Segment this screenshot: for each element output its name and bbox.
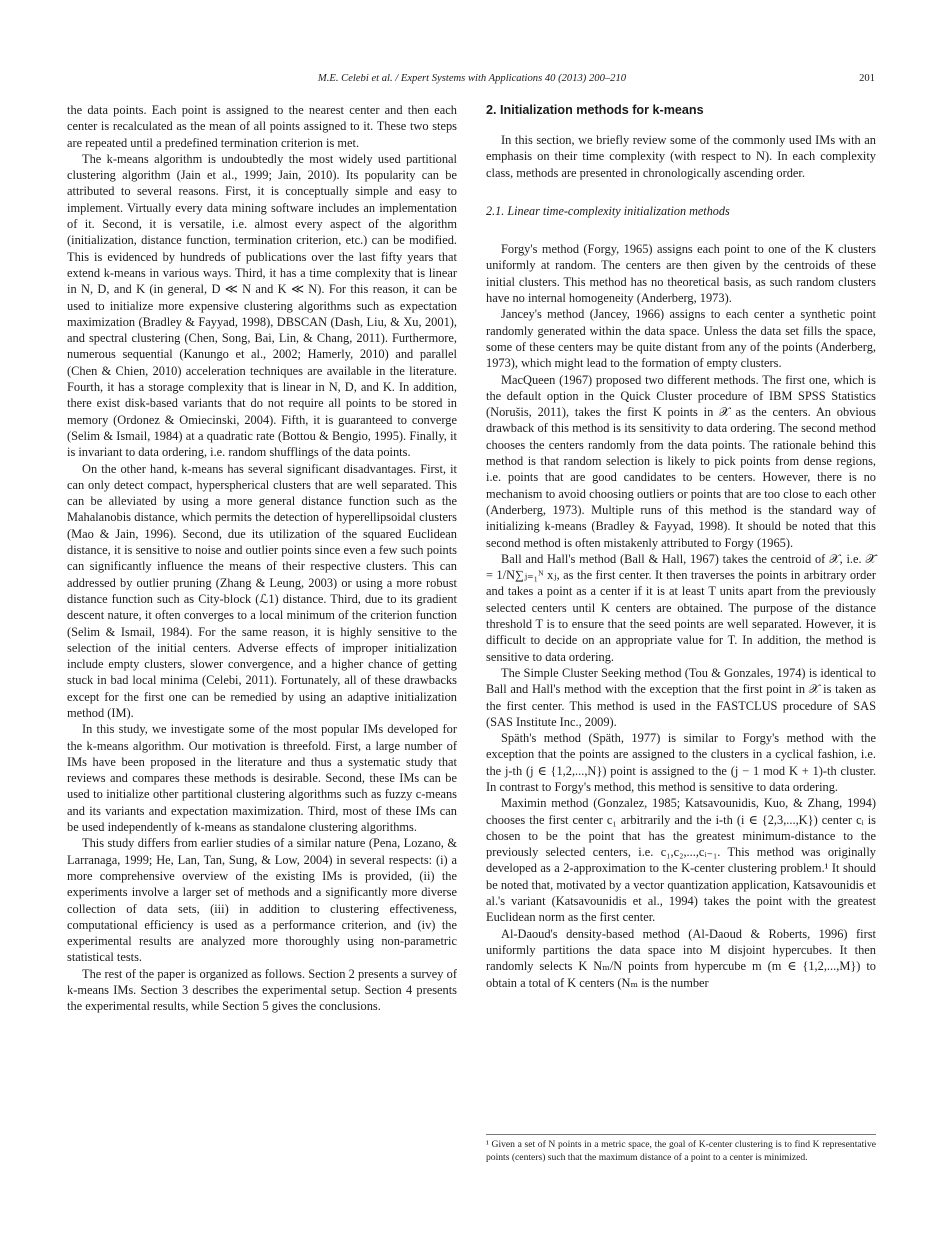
paragraph: MacQueen (1967) proposed two different methods. The first one, which is the default option in the Quick Cluster procedure of IBM SPSS Statistics (Norušis, 2011), takes the first K points in 𝒳 as the centers. An obvious drawback of this method is its sensitivity to data ordering. The second method chooses the centers randomly from the data points. The rationale behind this method is that random selection is likely to pick points from dense regions, i.e. points that are good candidates to be centers. However, there is no mechanism to avoid choosing outliers or points that are too close to each other (Anderberg, 1973). Multiple runs of this method is the standard way of initializing k-means (Bradley & Fayyad, 1998). It should be noted that this second method is often mistakenly attributed to Forgy (1965). — [486, 372, 876, 550]
footnote: ¹ Given a set of N points in a metric space, the goal of K-center clustering is to find K representative points (centers) such that the maximum distance of a point to a center is minimized. — [486, 1134, 876, 1164]
section-title: 2. Initialization methods for k-means — [486, 103, 704, 117]
paragraph: Maximin method (Gonzalez, 1985; Katsavounidis, Kuo, & Zhang, 1994) chooses the first center c₁ arbitrarily and the i-th (i ∈ {2,3,...,K}) center cᵢ is chosen to be the point that has the greatest minimum-distance to the previously selected centers, i.e. c₁,c₂,...,cᵢ₋₁. This method was originally developed as a 2-approximation to the K-center clustering problem.¹ It should be noted that, motivated by a vector quantization application, Katsavounidis et al.'s variant (Katsavounidis et al., 1994) takes the point with the greatest Euclidean norm as the first center. — [486, 796, 876, 925]
subsection-title: 2.1. Linear time-complexity initialization methods — [486, 203, 730, 218]
paragraph: Späth's method (Späth, 1977) is similar to Forgy's method with the exception that the points are assigned to the clusters in a cyclical fashion, i.e. the j-th (j ∈ {1,2,...,N}) point is assigned to the (j − 1 mod K + 1)-th cluster. In contrast to Forgy's method, this method is sensitive to data ordering. — [486, 731, 876, 794]
paragraph: Forgy's method (Forgy, 1965) assigns each point to one of the K clusters uniformly at random. The centers are then given by the centroids of these initial clusters. This method has no theoretical basis, as such random clusters have no internal homogeneity (Anderberg, 1973). — [486, 242, 876, 306]
paragraph: The k-means algorithm is undoubtedly the most widely used partitional clustering algorithm (Jain et al., 1999; Jain, 2010). Its popularity can be attributed to several reasons. First, it is conceptually simple and easy to implement. Virtually every data mining software includes an implementation of it. Second, it is versatile, i.e. almost every aspect of the algorithm (initialization, distance function, termination criterion, etc.) can be modified. This is evidenced by hundreds of publications over the last fifty years that extend k-means in various ways. Third, it has a time complexity that is linear in N, D, and K (in general, D ≪ N and K ≪ N). For this reason, it can be used to initialize more expensive clustering algorithms such as expectation maximization (Bradley & Fayyad, 1998), DBSCAN (Dash, Liu, & Xu, 2001), and spectral clustering (Chen, Song, Bai, Lin, & Chang, 2011). Furthermore, numerous sequential (Kanungo et al., 2002; Hamerly, 2010) and parallel (Chen & Chien, 2010) acceleration techniques are available in the literature. Fourth, it has a storage complexity that is linear in N, D, and K. In addition, there exist disk-based variants that do not require all points to be stored in memory (Ordonez & Omiecinski, 2004). Fifth, it is guaranteed to converge (Selim & Ismail, 1984) at a quadratic rate (Bottou & Bengio, 1995). Finally, it is invariant to data ordering, i.e. random shufflings of the data points. — [67, 151, 457, 460]
page-number: 201 — [859, 73, 875, 84]
right-column — [486, 102, 876, 991]
running-title: M.E. Celebi et al. / Expert Systems with Applications 40 (2013) 200–210 — [317, 73, 627, 84]
paragraph: the data points. Each point is assigned to the nearest center and then each center is recalculated as the mean of all points assigned to it. These two steps are repeated until a predefined termination criterion is met. — [67, 103, 457, 150]
paragraph: On the other hand, k-means has several significant disadvantages. First, it can only detect compact, hyperspherical clusters that are well separated. This can be alleviated by using a more general distance function such as the Mahalanobis distance, which permits the detection of hyperellipsoidal clusters (Mao & Jain, 1996). Second, due its utilization of the squared Euclidean distance, it is sensitive to noise and outlier points since even a few such points can significantly influence the means of their respective clusters. This can addressed by outlier pruning (Zhang & Leung, 2003) or using a more robust distance function such as City-block (ℒ1) distance. Third, due to its gradient descent nature, it often converges to a local minimum of the criterion function (Selim & Ismail, 1984). For the same reason, it is highly sensitive to the selection of the initial centers. Adverse effects of improper initialization include empty clusters, slower convergence, and a higher chance of getting stuck in bad local minima (Celebi, 2011). Fortunately, all of these drawbacks except for the first one can be remedied by using an adaptive initialization method (IM). — [67, 461, 457, 720]
paragraph: The Simple Cluster Seeking method (Tou & Gonzales, 1974) is identical to Ball and Hall's method with the exception that the first point in 𝒳 is taken as the first center. This method is used in the FASTCLUS procedure of SAS (SAS Institute Inc., 2009). — [486, 665, 876, 729]
running-header — [67, 73, 877, 89]
paragraph: In this study, we investigate some of the most popular IMs developed for the k-means algorithm. Our motivation is threefold. First, a large number of IMs have been proposed in the literature and thus a systematic study that reviews and compares these methods is desirable. Second, these IMs can be used to initialize other partitional clustering algorithms such as fuzzy c-means and its variants and expectation maximization. Third, most of these IMs can be used independently of k-means as standalone clustering algorithms. — [67, 722, 457, 835]
paragraph: Al-Daoud's density-based method (Al-Daoud & Roberts, 1996) first uniformly partitions the data space into M disjoint hypercubes. It then randomly selects K Nₘ/N points from hypercube m (m ∈ {1,2,...,M}) to obtain a total of K centers (Nₘ is the number — [486, 926, 876, 990]
paragraph: Ball and Hall's method (Ball & Hall, 1967) takes the centroid of 𝒳, i.e. 𝒳̄ = 1/N∑ⱼ₌₁ᴺ xⱼ, as the first center. It then traverses the points in arbitrary order and takes a point as a center if it is at least T units apart from the previously selected centers until K centers are obtained. The purpose of the distance threshold T is to ensure that the seed points are well separated. However, it is difficult to decide on an appropriate value for T. In addition, the method is sensitive to data ordering. — [486, 551, 876, 664]
section-intro: In this section, we briefly review some of the commonly used IMs with an emphasis on their time complexity (with respect to N). In each complexity class, methods are presented in chronologically ascending order. — [486, 133, 876, 180]
paragraph: The rest of the paper is organized as follows. Section 2 presents a survey of k-means IMs. Section 3 describes the experimental setup. Section 4 presents the experimental results, while Section 5 gives the conclusions. — [67, 966, 457, 1014]
left-column — [67, 102, 457, 1015]
paragraph: Jancey's method (Jancey, 1966) assigns to each center a synthetic point randomly generated within the data space. Unless the data set fills the space, some of these centers may be quite distant from any of the points (Anderberg, 1973), which might lead to the formation of empty clusters. — [486, 307, 876, 371]
paragraph: This study differs from earlier studies of a similar nature (Pena, Lozano, & Larranaga, 1999; He, Lan, Tan, Sung, & Low, 2004) in several respects: (i) a more comprehensive overview of the existing IMs is provided, (ii) the experiments involve a larger set of methods and a significantly more diverse collection of data sets, (iii) in addition to clustering effectiveness, computational efficiency is used as a performance criterion, and (iv) the experimental results are analyzed more thoroughly using non-parametric statistical tests. — [67, 836, 457, 965]
